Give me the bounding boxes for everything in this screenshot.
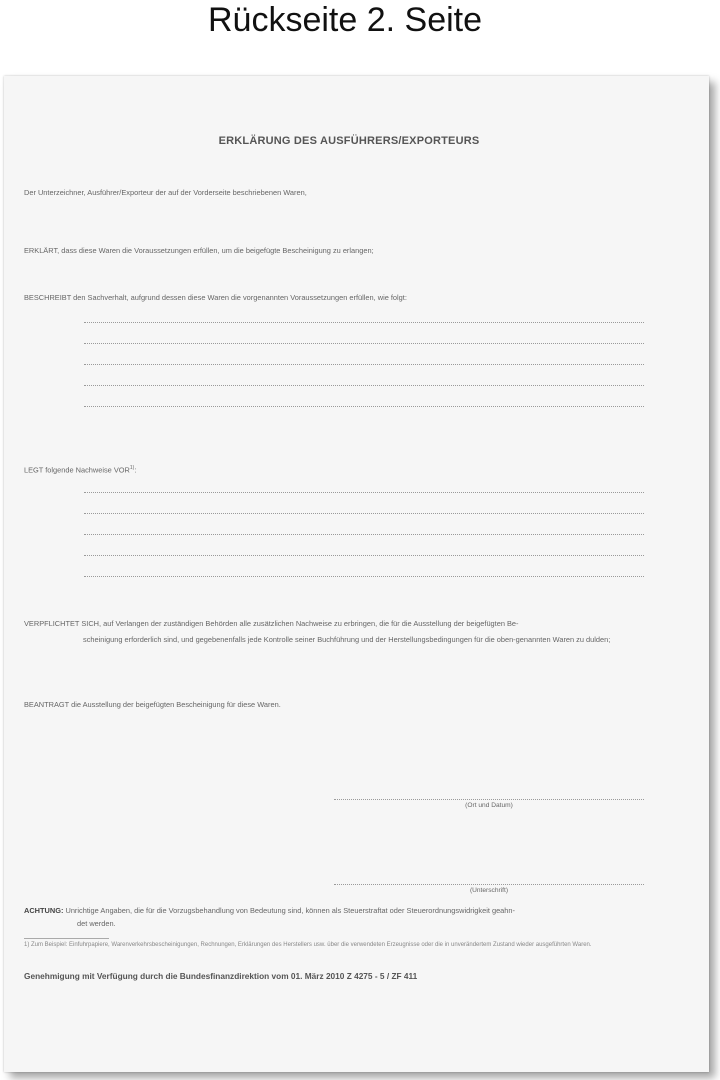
approval-text: Genehmigung mit Verfügung durch die Bundesfinanzdirektion vom 01. März 2010 Z 4275 - 5 / ZF 411 [24, 971, 418, 981]
evidence-line[interactable] [84, 534, 644, 535]
warning-label: ACHTUNG: [24, 906, 64, 915]
obligation-paragraph [24, 616, 644, 648]
warning-rest: det werden. [77, 919, 116, 928]
warning-paragraph [24, 904, 644, 930]
place-date-line[interactable] [334, 799, 644, 800]
description-label: BESCHREIBT den Sachverhalt, aufgrund dessen diese Waren die vorgenannten Voraussetzungen erfüllen, wie folgt: [24, 293, 407, 302]
evidence-label-text: LEGT folgende Nachweise VOR [24, 465, 130, 475]
obligation-rest: scheinigung erforderlich sind, und gegebenenfalls jede Kontrolle seiner Buchführung und der Herstellungsbedingungen für die oben-genannten Waren zu dulden; [83, 635, 611, 644]
description-line[interactable] [84, 406, 644, 407]
warning-first-line: Unrichtige Angaben, die für die Vorzugsbehandlung von Bedeutung sind, können als Steuerstraftat oder Steuerordnungswidrigkeit geahn- [65, 906, 515, 915]
form-sheet [4, 76, 709, 1072]
footnote-text: 1) Zum Beispiel: Einfuhrpapiere, Warenverkehrsbescheinigungen, Rechnungen, Erklärungen des Herstellers usw. über die verwendeten Erzeugnisse oder die in unverändertem Zustand wieder ausgeführten Waren. [24, 942, 592, 948]
evidence-line[interactable] [84, 555, 644, 556]
evidence-label-colon: : [134, 465, 137, 475]
declaration-text: ERKLÄRT, dass diese Waren die Voraussetzungen erfüllen, um die beigefügte Bescheinigung zu erlangen; [24, 246, 374, 255]
footnote-ref: 1) [129, 465, 135, 471]
page-caption: Rückseite 2. Seite [207, 1, 483, 39]
footnote-rule [24, 938, 109, 939]
intro-text: Der Unterzeichner, Ausführer/Exporteur der auf der Vorderseite beschriebenen Waren, [24, 188, 307, 197]
place-date-label: (Ort und Datum) [465, 802, 513, 809]
signature-label: (Unterschrift) [469, 887, 509, 894]
evidence-line[interactable] [84, 492, 644, 493]
description-line[interactable] [84, 364, 644, 365]
description-line[interactable] [84, 343, 644, 344]
signature-line[interactable] [334, 884, 644, 885]
obligation-first-line: VERPFLICHTET SICH, auf Verlangen der zuständigen Behörden alle zusätzlichen Nachweise zu erbringen, die für die Ausstellung der beigefügten Be- [24, 619, 519, 628]
evidence-line[interactable] [84, 513, 644, 514]
description-line[interactable] [84, 322, 644, 323]
description-line[interactable] [84, 385, 644, 386]
form-title: ERKLÄRUNG DES AUSFÜHRERS/EXPORTEURS [218, 135, 480, 147]
evidence-label [24, 465, 136, 474]
request-text: BEANTRAGT die Ausstellung der beigefügten Bescheinigung für diese Waren. [24, 700, 281, 709]
evidence-line[interactable] [84, 576, 644, 577]
